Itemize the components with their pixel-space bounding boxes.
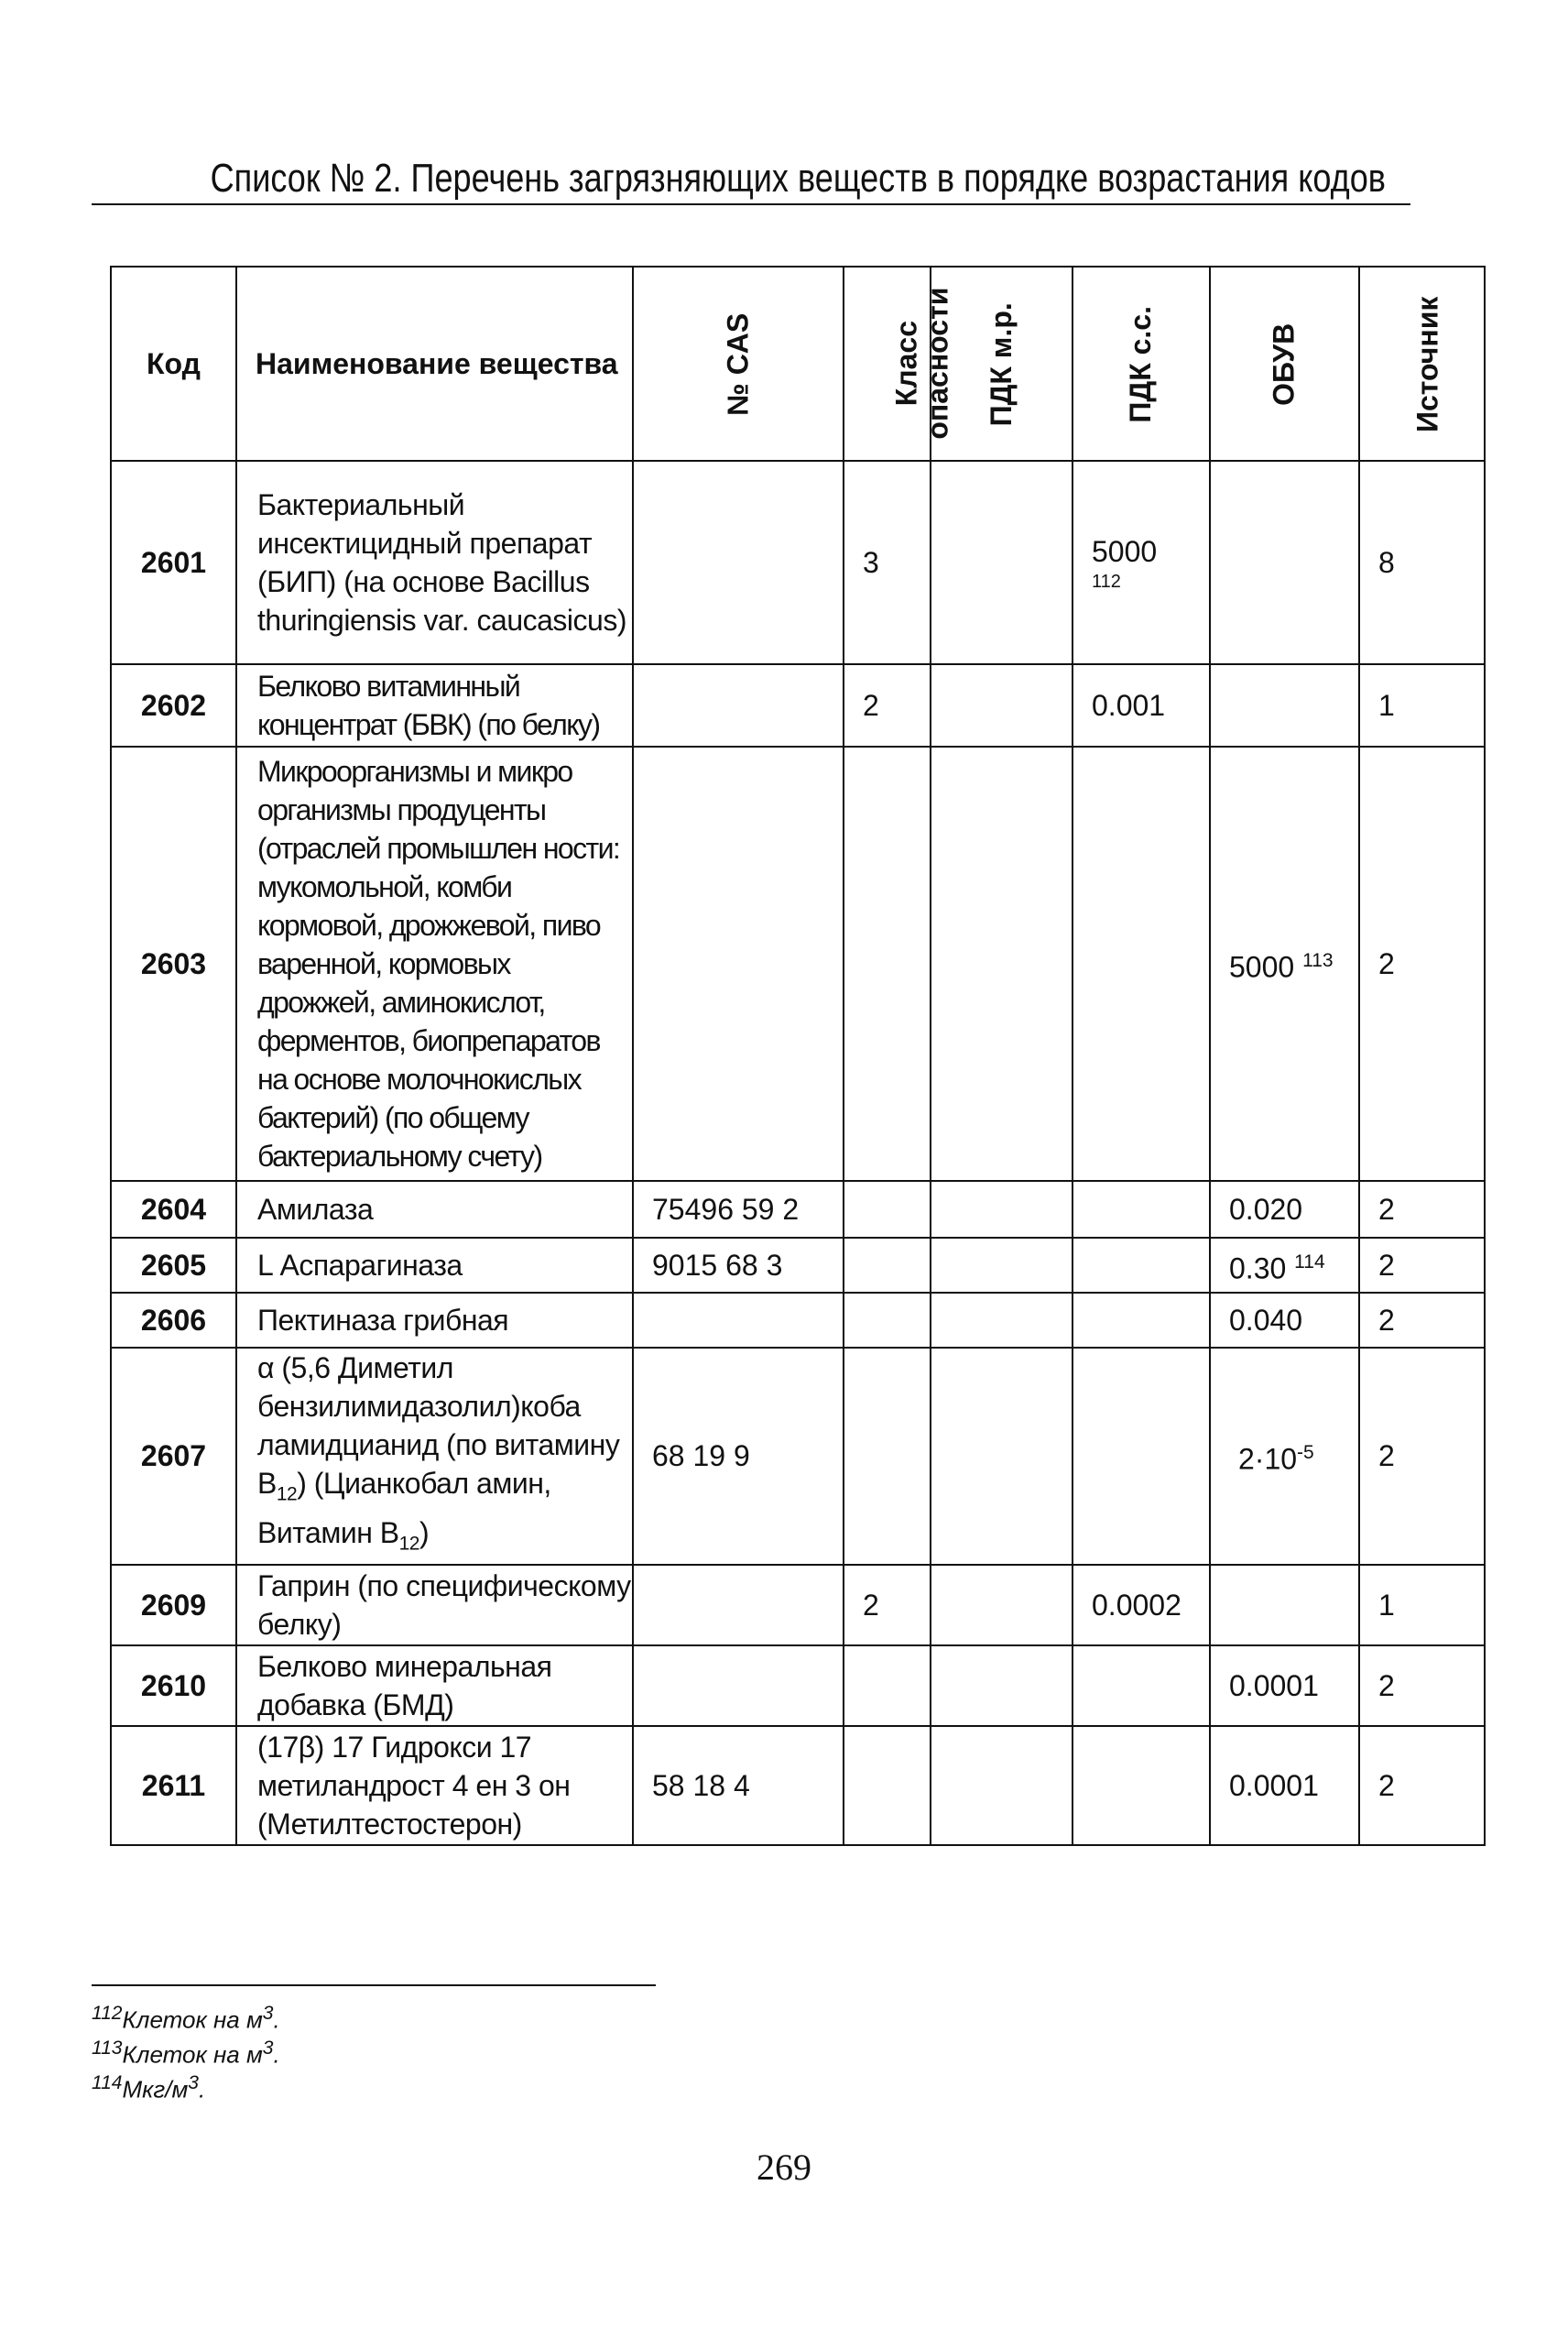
cell-obuv-value: 0.30 <box>1229 1251 1287 1285</box>
cell-hazard <box>844 1293 931 1348</box>
col-header-source-label: Источник <box>1410 296 1444 432</box>
footnote-exponent: 3 <box>188 2072 199 2093</box>
table-row <box>111 1181 1485 1238</box>
cell-code: 2601 <box>111 461 236 664</box>
cell-name: Пектиназа грибная <box>236 1293 633 1348</box>
cell-pdk-ss <box>1073 747 1210 1181</box>
substances-table <box>110 266 1486 1846</box>
table-row <box>111 747 1485 1181</box>
cell-code: 2610 <box>111 1645 236 1726</box>
table-row <box>111 1348 1485 1565</box>
cell-name: Бактериальный инсектицидный препарат (БИП) (на основе Bacillus thuringiensis var. caucasicus) <box>236 461 633 664</box>
footnote-end: . <box>273 2005 280 2034</box>
page-title: Список № 2. Перечень загрязняющих веществ в порядке возрастания кодов <box>210 156 1386 201</box>
footnote-ref: 114 <box>1294 1251 1325 1273</box>
cell-cas: 68 19 9 <box>633 1348 844 1565</box>
col-header-pdk-mr-label: ПДК м.р. <box>984 301 1018 426</box>
footnote-number: 113 <box>92 2037 123 2059</box>
cell-obuv-value: 5000 <box>1229 950 1295 984</box>
cell-cas <box>633 1565 844 1645</box>
cell-cas <box>633 461 844 664</box>
footnote-number: 112 <box>92 2003 123 2024</box>
col-header-obuv-label: ОБУВ <box>1267 322 1301 406</box>
cell-source: 1 <box>1359 664 1485 747</box>
cell-pdk-mr <box>931 1565 1073 1645</box>
footnote-end: . <box>273 2040 280 2069</box>
table-header-row <box>111 267 1485 461</box>
cell-obuv: 0.0001 <box>1210 1726 1359 1845</box>
cell-source: 2 <box>1359 1348 1485 1565</box>
cell-code: 2607 <box>111 1348 236 1565</box>
footnote-text: Клеток на м <box>122 2005 263 2034</box>
cell-hazard <box>844 1645 931 1726</box>
cell-name <box>236 1348 633 1565</box>
table-row <box>111 1293 1485 1348</box>
cell-cas <box>633 747 844 1181</box>
cell-source: 2 <box>1359 1238 1485 1293</box>
subscript: 12 <box>276 1483 298 1505</box>
col-header-hazard-label: Класс опасности <box>889 287 953 440</box>
cell-pdk-mr <box>931 664 1073 747</box>
cell-pdk-mr <box>931 1181 1073 1238</box>
cell-pdk-ss <box>1073 1726 1210 1845</box>
cell-cas <box>633 664 844 747</box>
cell-obuv <box>1210 1238 1359 1293</box>
cell-name: L Аспарагиназа <box>236 1238 633 1293</box>
cell-pdk-ss <box>1073 1181 1210 1238</box>
cell-pdk-mr <box>931 1348 1073 1565</box>
footnote-text: Мкг/м <box>122 2075 189 2103</box>
col-header-source <box>1359 267 1485 461</box>
cell-hazard: 2 <box>844 664 931 747</box>
cell-obuv: 0.0001 <box>1210 1645 1359 1726</box>
cell-name: Амилаза <box>236 1181 633 1238</box>
col-header-code: Код <box>111 267 236 461</box>
title-rule <box>92 203 1410 205</box>
cell-name-part: ) (Цианкобал амин, Витамин B <box>257 1467 551 1550</box>
footnote-exponent: 3 <box>262 2037 274 2059</box>
footnote-112 <box>92 2003 280 2035</box>
cell-name-part: ) <box>419 1516 430 1550</box>
cell-pdk-mr <box>931 1238 1073 1293</box>
cell-pdk-mr <box>931 1726 1073 1845</box>
cell-name: Микроорганизмы и микро организмы продуценты (отраслей промышлен ности: мукомольной, комби кормовой, дрожжевой, пиво варенной, кормовых дрожжей, аминокислот, ферментов, биопрепаратов на основе молочнокислых бактерий) (по общему бактериальному счету) <box>236 747 633 1181</box>
footnote-ref: 113 <box>1302 949 1334 971</box>
cell-code: 2603 <box>111 747 236 1181</box>
cell-code: 2602 <box>111 664 236 747</box>
cell-name: Гаприн (по специфическому белку) <box>236 1565 633 1645</box>
table-row <box>111 664 1485 747</box>
cell-obuv <box>1210 747 1359 1181</box>
cell-source: 2 <box>1359 1293 1485 1348</box>
cell-obuv: 0.020 <box>1210 1181 1359 1238</box>
cell-pdk-mr <box>931 461 1073 664</box>
cell-cas <box>633 1645 844 1726</box>
cell-source: 1 <box>1359 1565 1485 1645</box>
cell-obuv <box>1210 1565 1359 1645</box>
cell-code: 2605 <box>111 1238 236 1293</box>
cell-source: 2 <box>1359 1726 1485 1845</box>
cell-source: 2 <box>1359 1181 1485 1238</box>
cell-pdk-mr <box>931 1293 1073 1348</box>
cell-code: 2606 <box>111 1293 236 1348</box>
cell-pdk-mr <box>931 1645 1073 1726</box>
table-row <box>111 461 1485 664</box>
table-row <box>111 1645 1485 1726</box>
cell-name: Белково минеральная добавка (БМД) <box>236 1645 633 1726</box>
cell-obuv-value: 2·10 <box>1238 1442 1298 1476</box>
exponent: -5 <box>1297 1442 1314 1464</box>
cell-source: 8 <box>1359 461 1485 664</box>
footnote-ref: 112 <box>1092 572 1121 592</box>
cell-pdk-ss <box>1073 1238 1210 1293</box>
cell-name-part: α (5,6 Диметил бензилимидазолил)коба ламидцианид (по витамину B <box>257 1351 620 1500</box>
cell-pdk-ss <box>1073 1348 1210 1565</box>
substances-table-wrap <box>110 266 1484 1846</box>
cell-hazard <box>844 1348 931 1565</box>
cell-cas: 9015 68 3 <box>633 1238 844 1293</box>
cell-code: 2611 <box>111 1726 236 1845</box>
cell-hazard: 2 <box>844 1565 931 1645</box>
cell-pdk-mr <box>931 747 1073 1181</box>
col-header-pdk-ss <box>1073 267 1210 461</box>
page-number: 269 <box>757 2147 811 2188</box>
col-header-obuv <box>1210 267 1359 461</box>
footnote-number: 114 <box>92 2072 123 2093</box>
table-row <box>111 1726 1485 1845</box>
col-header-pdk-ss-label: ПДК с.с. <box>1124 305 1158 423</box>
cell-pdk-ss <box>1073 1293 1210 1348</box>
cell-hazard <box>844 1238 931 1293</box>
cell-cas: 58 18 4 <box>633 1726 844 1845</box>
footnote-113 <box>92 2037 280 2070</box>
cell-pdk-ss-value: 5000 <box>1092 535 1158 568</box>
footnote-text: Клеток на м <box>122 2040 263 2069</box>
footnote-114 <box>92 2072 205 2104</box>
cell-source: 2 <box>1359 1645 1485 1726</box>
cell-source: 2 <box>1359 747 1485 1181</box>
footnote-end: . <box>198 2075 206 2103</box>
col-header-cas-label: № CAS <box>721 312 755 416</box>
cell-pdk-ss <box>1073 1645 1210 1726</box>
cell-obuv: 0.040 <box>1210 1293 1359 1348</box>
cell-cas <box>633 1293 844 1348</box>
cell-pdk-ss <box>1073 461 1210 664</box>
cell-pdk-ss: 0.001 <box>1073 664 1210 747</box>
cell-code: 2604 <box>111 1181 236 1238</box>
table-row <box>111 1565 1485 1645</box>
cell-name: (17β) 17 Гидрокси 17 метиландрост 4 ен 3 он (Метилтестостерон) <box>236 1726 633 1845</box>
cell-hazard <box>844 1726 931 1845</box>
cell-hazard: 3 <box>844 461 931 664</box>
cell-obuv <box>1210 461 1359 664</box>
cell-pdk-ss: 0.0002 <box>1073 1565 1210 1645</box>
footnote-exponent: 3 <box>262 2003 274 2024</box>
col-header-name: Наименование вещества <box>236 267 633 461</box>
cell-hazard <box>844 1181 931 1238</box>
cell-hazard <box>844 747 931 1181</box>
cell-name: Белково витаминный концентрат (БВК) (по белку) <box>236 664 633 747</box>
table-row <box>111 1238 1485 1293</box>
col-header-hazard <box>844 267 953 461</box>
subscript: 12 <box>398 1533 419 1555</box>
footnote-rule <box>92 1984 656 1986</box>
cell-obuv <box>1210 664 1359 747</box>
cell-cas: 75496 59 2 <box>633 1181 844 1238</box>
cell-code: 2609 <box>111 1565 236 1645</box>
col-header-cas <box>633 267 844 461</box>
cell-obuv <box>1210 1348 1359 1565</box>
